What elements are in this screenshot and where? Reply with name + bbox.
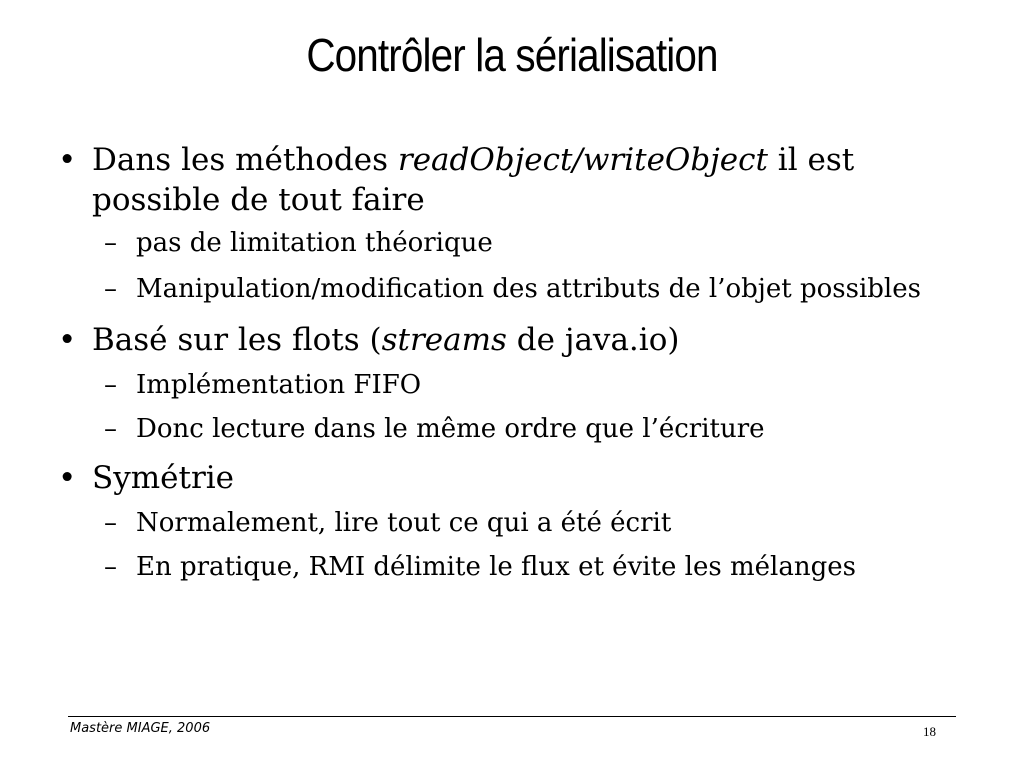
bullet-icon: • [58, 460, 77, 496]
sub-bullet-item [58, 272, 978, 306]
sub-bullet-text: Donc lecture dans le même ordre que l’écriture [136, 414, 765, 444]
sub-bullet-item [58, 506, 978, 540]
bullet-icon: • [58, 322, 77, 358]
sub-bullet-text: En pratique, RMI délimite le flux et évite les mélanges [136, 552, 856, 582]
footer-divider [68, 716, 956, 717]
bullet-emphasis: readObject/writeObject [397, 142, 768, 178]
dash-icon: – [104, 228, 117, 258]
sub-bullet-item [58, 368, 978, 402]
page-number: 18 [923, 724, 936, 739]
bullet-emphasis: streams [381, 322, 507, 358]
dash-icon: – [104, 508, 117, 538]
slide-content [58, 140, 978, 584]
dash-icon: – [104, 274, 117, 304]
dash-icon: – [104, 552, 117, 582]
bullet-item [58, 320, 978, 360]
sub-bullet-item [58, 412, 978, 446]
dash-icon: – [104, 414, 117, 444]
bullet-icon: • [58, 142, 77, 178]
sub-bullet-text: Manipulation/modification des attributs de l’objet possibles [136, 274, 921, 304]
sub-bullet-item [58, 550, 978, 584]
sub-bullet-text: Implémentation FIFO [136, 370, 422, 400]
dash-icon: – [104, 370, 117, 400]
bullet-text: Basé sur les flots ( [92, 322, 382, 358]
footer-caption: Mastère MIAGE, 2006 [70, 721, 211, 736]
bullet-item [58, 458, 978, 498]
bullet-text: Dans les méthodes [92, 142, 398, 178]
sub-bullet-text: Normalement, lire tout ce qui a été écrit [136, 508, 672, 538]
bullet-text-tail: il est possible de tout faire [92, 142, 855, 218]
sub-bullet-text: pas de limitation théorique [136, 228, 493, 258]
bullet-item [58, 140, 978, 220]
bullet-text: Symétrie [92, 460, 235, 496]
bullet-text-tail: de java.io) [506, 322, 680, 358]
slide-title: Contrôler la sérialisation [306, 29, 718, 81]
sub-bullet-item [58, 226, 978, 260]
